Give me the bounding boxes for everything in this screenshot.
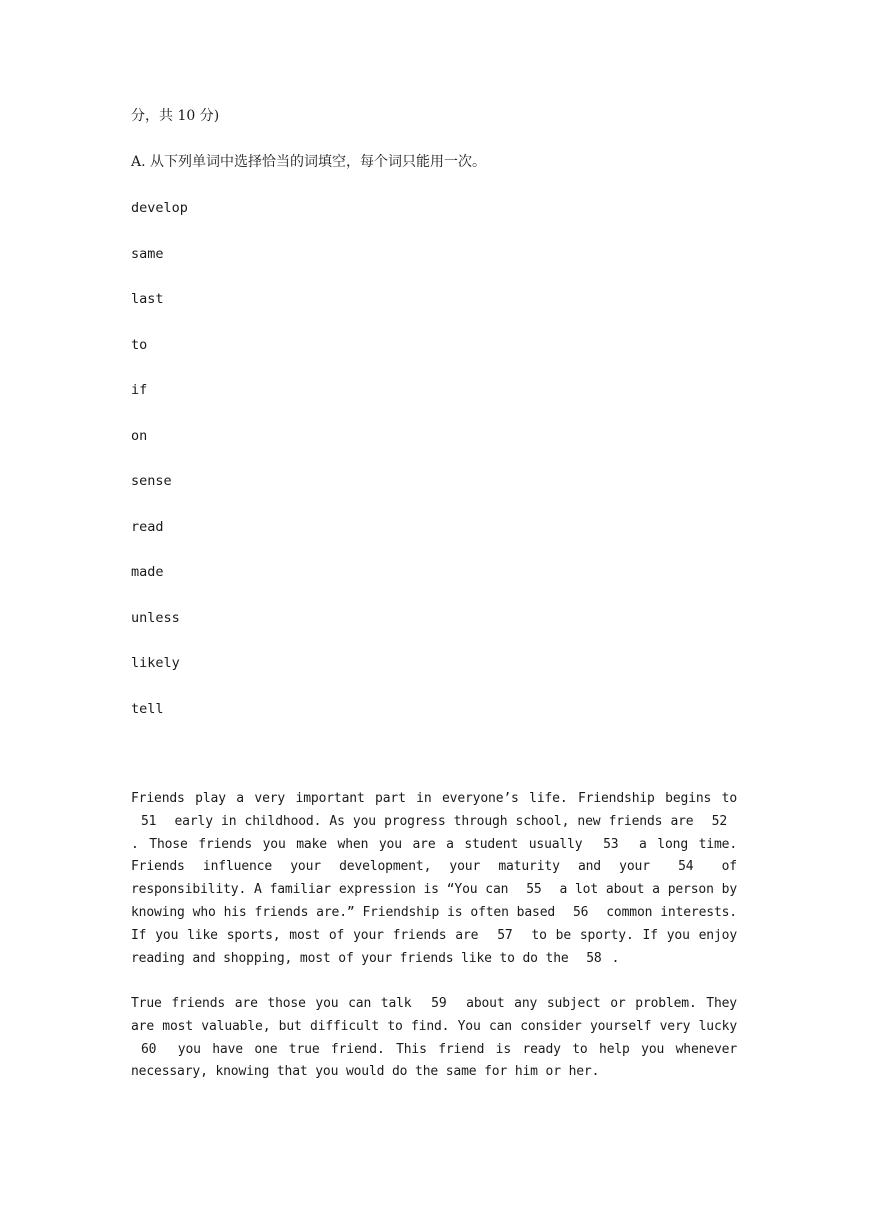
word-bank-item: develop: [131, 200, 188, 216]
passage-text: a lot about a person by knowing who his friends are.” Friendship is often based: [131, 882, 737, 920]
blank-number: 60: [141, 1041, 157, 1057]
word-bank-item: on: [131, 428, 148, 444]
blank-number: 56: [572, 904, 589, 920]
passage-text: common interests. If you like sports, most of your friends are: [131, 904, 737, 943]
passage-paragraph-2: [131, 993, 737, 1084]
word-bank-item: sense: [131, 473, 172, 489]
word-bank-item: made: [131, 564, 164, 580]
passage-text: to be sporty. If you enjoy reading and shopping, most of your friends like to do the: [131, 927, 737, 966]
word-bank-item: same: [131, 246, 164, 262]
passage-text: .: [611, 950, 620, 966]
blank-number: 59: [431, 996, 447, 1011]
blank-number: 54: [678, 859, 694, 875]
instruction-line: A. 从下列单词中选择恰当的词填空，每个词只能用一次。: [131, 154, 487, 170]
word-bank-item: read: [131, 519, 164, 535]
passage-text: True friends are those you can talk: [131, 996, 422, 1011]
word-bank-item: last: [131, 291, 164, 307]
blank-number: 55: [526, 882, 542, 898]
passage-text: a long time. Friends influence your development, your maturity and your: [131, 836, 737, 875]
word-bank-item: if: [131, 382, 148, 398]
word-bank-item: to: [131, 337, 148, 353]
passage-text: about any subject or problem. They are most valuable, but difficult to find. You can consider yourself very lucky: [131, 996, 737, 1034]
passage-text: early in childhood. As you progress through school, new friends are: [166, 813, 702, 829]
word-bank-item: tell: [131, 701, 164, 717]
word-bank-item: unless: [131, 610, 180, 626]
blank-number: 57: [497, 927, 513, 943]
word-bank-item: likely: [131, 655, 180, 671]
blank-number: 53: [603, 836, 619, 852]
passage-text: . Those friends you make when you are a student usually: [131, 836, 594, 852]
blank-number: 51: [141, 813, 157, 829]
passage-text: Friends play a very important part in everyone’s life. Friendship begins to: [131, 791, 737, 806]
blank-number: 52: [711, 813, 727, 829]
passage-text: of responsibility. A familiar expression is “You can: [131, 859, 737, 898]
score-line: 分，共 10 分): [131, 108, 220, 124]
passage-text: you have one true friend. This friend is ready to help you whenever necessary, knowing that you would do the same for him or her.: [131, 1041, 737, 1080]
blank-number: 58: [586, 950, 602, 966]
passage-paragraph-1: [131, 788, 737, 970]
